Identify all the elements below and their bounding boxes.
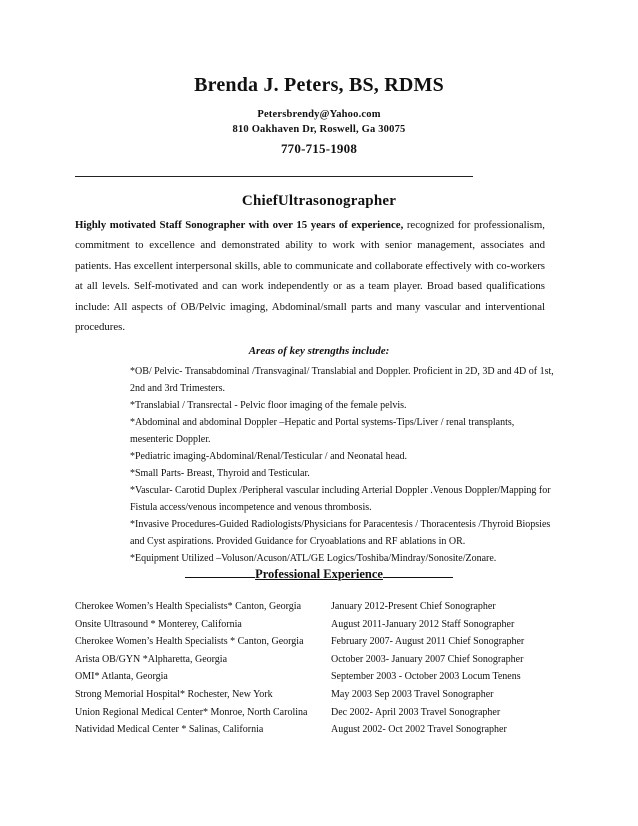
strength-item: *OB/ Pelvic- Transabdominal /Transvaginal/ Translabial and Doppler. Proficient in 2D, 3D and 4D of 1st, 2nd and 3rd Trimesters. — [130, 366, 554, 394]
job-employer: Natividad Medical Center * Salinas, California — [75, 724, 264, 736]
postal-address: 810 Oakhaven Dr, Roswell, Ga 30075 — [232, 124, 406, 135]
strength-item: *Vascular- Carotid Duplex /Peripheral vascular including Arterial Doppler .Venous Doppler/Mapping for Fistula access/venous incompetence and venous thrombosis. — [130, 485, 551, 513]
job-employer: OMI* Atlanta, Georgia — [75, 671, 168, 683]
strength-item: *Small Parts- Breast, Thyroid and Testicular. — [130, 468, 310, 479]
strengths-list — [130, 363, 560, 567]
job-row — [75, 619, 555, 637]
job-employer: Arista OB/GYN *Alpharetta, Georgia — [75, 653, 228, 665]
job-employer: Cherokee Women’s Health Specialists * Canton, Georgia — [75, 636, 304, 648]
job-employer: Union Regional Medical Center* Monroe, North Carolina — [75, 706, 308, 718]
strengths-heading: Areas of key strengths include: — [248, 345, 390, 357]
job-employer: Onsite Ultrasound * Monterey, California — [75, 618, 242, 630]
strength-item: *Pediatric imaging-Abdominal/Renal/Testicular / and Neonatal head. — [130, 451, 407, 462]
job-row — [75, 707, 555, 725]
summary-paragraph — [75, 215, 545, 337]
job-row — [75, 654, 555, 672]
job-dates: October 2003- January 2007 Chief Sonographer — [331, 653, 524, 665]
email-address: Petersbrendy@Yahoo.com — [257, 109, 381, 120]
job-dates: Dec 2002- April 2003 Travel Sonographer — [331, 706, 501, 718]
job-row — [75, 689, 555, 707]
job-dates: January 2012-Present Chief Sonographer — [331, 601, 496, 612]
experience-heading — [0, 565, 638, 582]
job-dates: August 2011-January 2012 Staff Sonographer — [331, 618, 515, 630]
job-row — [75, 671, 555, 689]
job-title: ChiefUltrasonographer — [241, 193, 397, 209]
job-dates: September 2003 - October 2003 Locum Tenens — [331, 671, 521, 683]
heading-underline-right — [383, 565, 453, 578]
job-row — [75, 601, 555, 619]
job-employer: Strong Memorial Hospital* Rochester, New York — [75, 688, 273, 700]
phone-number: 770-715-1908 — [280, 141, 358, 156]
job-dates: August 2002- Oct 2002 Travel Sonographer — [331, 724, 507, 736]
job-row — [75, 724, 555, 742]
strength-item: *Translabial / Transrectal - Pelvic floor imaging of the female pelvis. — [130, 400, 407, 411]
candidate-name: Brenda J. Peters, BS, RDMS — [194, 74, 444, 96]
summary-lead: Highly motivated Staff Sonographer with over 15 years of experience, — [75, 219, 404, 231]
strength-item: *Invasive Procedures-Guided Radiologists/Physicians for Paracentesis / Thoracentesis /Thyroid Biopsies and Cyst aspirations. Provided Guidance for Cryoablations and RF ablations in OR. — [130, 519, 551, 547]
heading-underline-left — [185, 565, 255, 578]
experience-heading-text: Professional Experience — [255, 567, 383, 581]
strength-item: *Equipment Utilized –Voluson/Acuson/ATL/GE Logics/Toshiba/Mindray/Sonosite/Zonare. — [130, 553, 497, 564]
job-row — [75, 636, 555, 654]
strength-item: *Abdominal and abdominal Doppler –Hepatic and Portal systems-Tips/Liver / renal transplants, mesenteric Doppler. — [130, 417, 515, 445]
experience-list — [75, 601, 555, 742]
job-dates: February 2007- August 2011 Chief Sonographer — [331, 636, 525, 648]
job-dates: May 2003 Sep 2003 Travel Sonographer — [331, 688, 494, 700]
divider-line — [75, 176, 473, 177]
job-employer: Cherokee Women’s Health Specialists* Canton, Georgia — [75, 601, 302, 612]
summary-body: recognized for professionalism, commitment to excellence and demonstrated ability to work with senior management, associates and patients. Has excellent interpersonal skills, able to communicate and collaborate effectively with co-workers at all levels. Self-motivated and can work independently or as a team player. Broad based qualifications include: All aspects of OB/Pelvic imaging, Abdominal/small parts and many vascular and interventional procedures. — [75, 219, 545, 334]
